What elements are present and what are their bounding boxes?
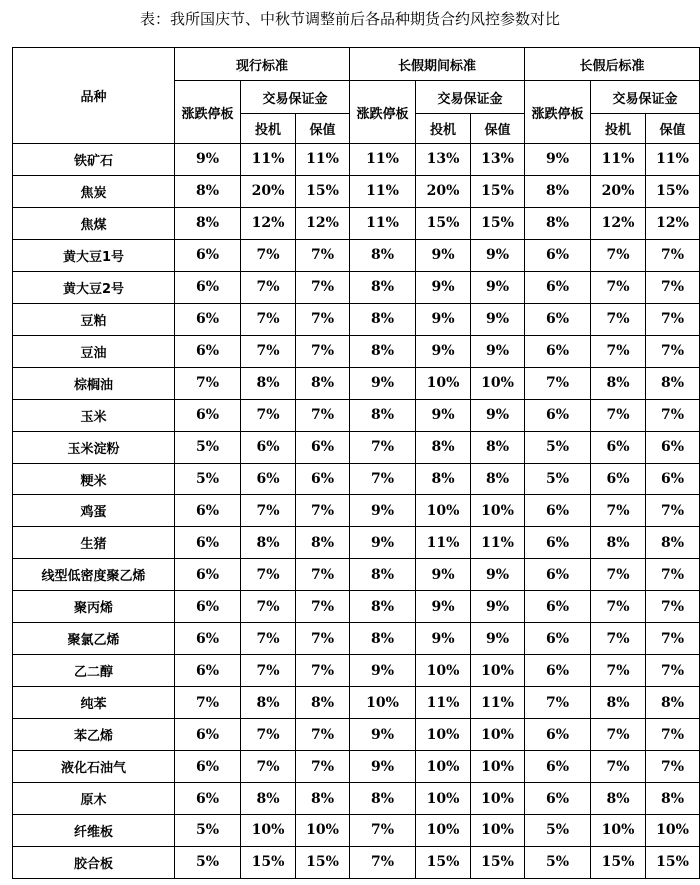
value-cell: 6% (525, 591, 591, 623)
value-cell: 9% (175, 144, 241, 176)
table-row (13, 527, 700, 559)
value-cell: 10% (241, 815, 296, 847)
table-row (13, 591, 700, 623)
value-cell: 7% (241, 559, 296, 591)
value-cell: 7% (591, 655, 646, 687)
value-cell: 7% (646, 239, 700, 271)
value-cell: 6% (175, 559, 241, 591)
value-cell: 11% (416, 527, 471, 559)
value-cell: 6% (525, 399, 591, 431)
value-cell: 6% (175, 495, 241, 527)
value-cell: 7% (175, 367, 241, 399)
value-cell: 6% (175, 623, 241, 655)
table-row (13, 623, 700, 655)
value-cell: 12% (646, 207, 700, 239)
value-cell: 6% (646, 431, 700, 463)
value-cell: 10% (416, 495, 471, 527)
header-limit-holiday: 涨跌停板 (350, 81, 416, 144)
variety-cell: 鸡蛋 (13, 495, 175, 527)
value-cell: 15% (471, 207, 525, 239)
variety-cell: 生猪 (13, 527, 175, 559)
table-row (13, 846, 700, 878)
variety-cell: 液化石油气 (13, 751, 175, 783)
value-cell: 7% (591, 335, 646, 367)
table-row (13, 144, 700, 176)
value-cell: 7% (646, 271, 700, 303)
value-cell: 6% (646, 463, 700, 495)
value-cell: 9% (525, 144, 591, 176)
value-cell: 20% (591, 175, 646, 207)
value-cell: 20% (416, 175, 471, 207)
value-cell: 7% (296, 335, 350, 367)
variety-cell: 黄大豆2号 (13, 271, 175, 303)
value-cell: 7% (296, 399, 350, 431)
value-cell: 15% (591, 846, 646, 878)
value-cell: 9% (471, 591, 525, 623)
value-cell: 11% (241, 144, 296, 176)
header-group-after: 长假后标准 (525, 48, 700, 81)
variety-cell: 苯乙烯 (13, 719, 175, 751)
table-row (13, 783, 700, 815)
table-row (13, 559, 700, 591)
value-cell: 7% (646, 623, 700, 655)
value-cell: 8% (646, 687, 700, 719)
value-cell: 7% (350, 463, 416, 495)
value-cell: 7% (525, 687, 591, 719)
value-cell: 7% (241, 495, 296, 527)
value-cell: 9% (416, 303, 471, 335)
value-cell: 13% (471, 144, 525, 176)
value-cell: 7% (591, 623, 646, 655)
value-cell: 9% (416, 591, 471, 623)
value-cell: 7% (591, 719, 646, 751)
value-cell: 6% (525, 239, 591, 271)
value-cell: 7% (296, 719, 350, 751)
value-cell: 9% (350, 367, 416, 399)
value-cell: 5% (525, 431, 591, 463)
value-cell: 7% (296, 271, 350, 303)
value-cell: 9% (471, 335, 525, 367)
value-cell: 15% (416, 207, 471, 239)
value-cell: 10% (471, 367, 525, 399)
table-row (13, 335, 700, 367)
value-cell: 7% (591, 303, 646, 335)
value-cell: 6% (525, 719, 591, 751)
header-hedge-holiday: 保值 (471, 114, 525, 144)
header-margin-after: 交易保证金 (591, 81, 700, 114)
value-cell: 8% (175, 175, 241, 207)
value-cell: 8% (296, 687, 350, 719)
variety-cell: 粳米 (13, 463, 175, 495)
table-title: 表：我所国庆节、中秋节调整前后各品种期货合约风控参数对比 (139, 10, 560, 28)
value-cell: 8% (416, 463, 471, 495)
value-cell: 6% (591, 431, 646, 463)
variety-cell: 豆粕 (13, 303, 175, 335)
value-cell: 6% (175, 271, 241, 303)
value-cell: 15% (646, 175, 700, 207)
value-cell: 9% (471, 303, 525, 335)
variety-cell: 聚氯乙烯 (13, 623, 175, 655)
value-cell: 7% (646, 751, 700, 783)
value-cell: 7% (241, 271, 296, 303)
variety-cell: 玉米 (13, 399, 175, 431)
value-cell: 9% (416, 623, 471, 655)
value-cell: 7% (350, 815, 416, 847)
variety-cell: 原木 (13, 783, 175, 815)
value-cell: 9% (471, 239, 525, 271)
value-cell: 11% (416, 687, 471, 719)
variety-cell: 棕榈油 (13, 367, 175, 399)
value-cell: 6% (175, 303, 241, 335)
value-cell: 6% (175, 399, 241, 431)
value-cell: 10% (471, 751, 525, 783)
table-row (13, 367, 700, 399)
value-cell: 7% (646, 303, 700, 335)
value-cell: 10% (296, 815, 350, 847)
value-cell: 15% (296, 846, 350, 878)
table-row (13, 175, 700, 207)
value-cell: 7% (296, 591, 350, 623)
value-cell: 8% (296, 367, 350, 399)
variety-cell: 黄大豆1号 (13, 239, 175, 271)
table-row (13, 815, 700, 847)
value-cell: 7% (241, 719, 296, 751)
value-cell: 10% (471, 815, 525, 847)
value-cell: 8% (350, 783, 416, 815)
variety-cell: 纯苯 (13, 687, 175, 719)
value-cell: 15% (471, 846, 525, 878)
value-cell: 6% (525, 559, 591, 591)
value-cell: 8% (416, 431, 471, 463)
value-cell: 7% (525, 367, 591, 399)
header-margin-current: 交易保证金 (241, 81, 350, 114)
table-row (13, 495, 700, 527)
value-cell: 11% (646, 144, 700, 176)
value-cell: 10% (646, 815, 700, 847)
value-cell: 6% (525, 495, 591, 527)
value-cell: 7% (241, 623, 296, 655)
table-row (13, 431, 700, 463)
value-cell: 7% (591, 271, 646, 303)
value-cell: 8% (350, 623, 416, 655)
value-cell: 8% (591, 687, 646, 719)
variety-cell: 焦炭 (13, 175, 175, 207)
value-cell: 8% (350, 559, 416, 591)
variety-cell: 豆油 (13, 335, 175, 367)
value-cell: 11% (296, 144, 350, 176)
value-cell: 15% (471, 175, 525, 207)
table-row (13, 751, 700, 783)
value-cell: 15% (646, 846, 700, 878)
value-cell: 7% (175, 687, 241, 719)
table-row (13, 303, 700, 335)
value-cell: 6% (591, 463, 646, 495)
value-cell: 6% (525, 527, 591, 559)
value-cell: 7% (296, 495, 350, 527)
value-cell: 7% (591, 751, 646, 783)
header-hedge-current: 保值 (296, 114, 350, 144)
value-cell: 7% (296, 303, 350, 335)
value-cell: 5% (175, 815, 241, 847)
value-cell: 8% (525, 175, 591, 207)
value-cell: 7% (646, 495, 700, 527)
table-row (13, 399, 700, 431)
header-row-groups (13, 48, 700, 81)
value-cell: 10% (471, 783, 525, 815)
value-cell: 7% (591, 399, 646, 431)
value-cell: 7% (646, 591, 700, 623)
value-cell: 8% (241, 687, 296, 719)
value-cell: 7% (241, 335, 296, 367)
value-cell: 7% (646, 399, 700, 431)
value-cell: 15% (241, 846, 296, 878)
value-cell: 7% (241, 655, 296, 687)
header-limit-current: 涨跌停板 (175, 81, 241, 144)
table-body (13, 144, 700, 879)
value-cell: 9% (416, 335, 471, 367)
value-cell: 10% (416, 719, 471, 751)
variety-cell: 胶合板 (13, 846, 175, 878)
value-cell: 8% (350, 591, 416, 623)
value-cell: 6% (175, 239, 241, 271)
value-cell: 6% (175, 335, 241, 367)
variety-cell: 聚丙烯 (13, 591, 175, 623)
risk-params-table (12, 47, 700, 879)
value-cell: 6% (525, 783, 591, 815)
value-cell: 8% (350, 239, 416, 271)
value-cell: 7% (241, 751, 296, 783)
value-cell: 11% (350, 144, 416, 176)
value-cell: 10% (471, 655, 525, 687)
value-cell: 5% (175, 431, 241, 463)
value-cell: 6% (525, 303, 591, 335)
value-cell: 8% (241, 527, 296, 559)
value-cell: 5% (525, 815, 591, 847)
value-cell: 10% (471, 495, 525, 527)
value-cell: 7% (646, 559, 700, 591)
header-group-holiday: 长假期间标准 (350, 48, 525, 81)
value-cell: 6% (296, 463, 350, 495)
value-cell: 5% (525, 846, 591, 878)
value-cell: 11% (471, 527, 525, 559)
value-cell: 7% (241, 399, 296, 431)
value-cell: 8% (525, 207, 591, 239)
value-cell: 6% (175, 591, 241, 623)
value-cell: 11% (471, 687, 525, 719)
value-cell: 9% (416, 559, 471, 591)
value-cell: 7% (296, 623, 350, 655)
header-variety: 品种 (13, 48, 175, 144)
value-cell: 9% (416, 271, 471, 303)
value-cell: 6% (175, 655, 241, 687)
table-row (13, 239, 700, 271)
header-hedge-after: 保值 (646, 114, 700, 144)
value-cell: 20% (241, 175, 296, 207)
value-cell: 7% (350, 846, 416, 878)
value-cell: 10% (416, 655, 471, 687)
value-cell: 8% (350, 303, 416, 335)
header-limit-after: 涨跌停板 (525, 81, 591, 144)
variety-cell: 铁矿石 (13, 144, 175, 176)
value-cell: 7% (591, 239, 646, 271)
header-spec-holiday: 投机 (416, 114, 471, 144)
value-cell: 10% (416, 367, 471, 399)
value-cell: 8% (241, 783, 296, 815)
value-cell: 13% (416, 144, 471, 176)
value-cell: 6% (175, 527, 241, 559)
value-cell: 6% (525, 623, 591, 655)
value-cell: 7% (241, 591, 296, 623)
header-spec-current: 投机 (241, 114, 296, 144)
value-cell: 9% (350, 751, 416, 783)
value-cell: 12% (591, 207, 646, 239)
value-cell: 7% (646, 335, 700, 367)
variety-cell: 焦煤 (13, 207, 175, 239)
value-cell: 7% (646, 655, 700, 687)
value-cell: 5% (175, 463, 241, 495)
value-cell: 10% (471, 719, 525, 751)
value-cell: 6% (525, 751, 591, 783)
value-cell: 9% (416, 239, 471, 271)
value-cell: 8% (471, 463, 525, 495)
value-cell: 9% (471, 271, 525, 303)
value-cell: 7% (646, 719, 700, 751)
value-cell: 7% (591, 495, 646, 527)
value-cell: 10% (416, 783, 471, 815)
value-cell: 7% (296, 239, 350, 271)
value-cell: 6% (175, 783, 241, 815)
variety-cell: 乙二醇 (13, 655, 175, 687)
value-cell: 9% (350, 719, 416, 751)
value-cell: 8% (241, 367, 296, 399)
value-cell: 12% (296, 207, 350, 239)
value-cell: 9% (416, 399, 471, 431)
table-row (13, 719, 700, 751)
value-cell: 6% (525, 271, 591, 303)
value-cell: 7% (241, 239, 296, 271)
value-cell: 7% (591, 559, 646, 591)
value-cell: 7% (241, 303, 296, 335)
table-row (13, 655, 700, 687)
value-cell: 9% (471, 623, 525, 655)
value-cell: 8% (591, 783, 646, 815)
value-cell: 5% (525, 463, 591, 495)
value-cell: 10% (591, 815, 646, 847)
value-cell: 11% (350, 207, 416, 239)
value-cell: 7% (296, 655, 350, 687)
variety-cell: 线型低密度聚乙烯 (13, 559, 175, 591)
header-group-current: 现行标准 (175, 48, 350, 81)
value-cell: 7% (350, 431, 416, 463)
variety-cell: 玉米淀粉 (13, 431, 175, 463)
value-cell: 6% (241, 431, 296, 463)
value-cell: 15% (416, 846, 471, 878)
value-cell: 8% (591, 527, 646, 559)
value-cell: 8% (350, 271, 416, 303)
value-cell: 12% (241, 207, 296, 239)
value-cell: 6% (525, 335, 591, 367)
value-cell: 6% (175, 719, 241, 751)
table-row (13, 463, 700, 495)
value-cell: 9% (350, 655, 416, 687)
header-margin-holiday: 交易保证金 (416, 81, 525, 114)
value-cell: 11% (350, 175, 416, 207)
value-cell: 8% (350, 335, 416, 367)
table-row (13, 207, 700, 239)
variety-cell: 纤维板 (13, 815, 175, 847)
value-cell: 7% (591, 591, 646, 623)
value-cell: 8% (471, 431, 525, 463)
value-cell: 9% (471, 559, 525, 591)
value-cell: 7% (296, 751, 350, 783)
value-cell: 10% (416, 815, 471, 847)
value-cell: 8% (646, 783, 700, 815)
value-cell: 6% (525, 655, 591, 687)
value-cell: 10% (350, 687, 416, 719)
value-cell: 7% (296, 559, 350, 591)
value-cell: 8% (296, 783, 350, 815)
value-cell: 8% (175, 207, 241, 239)
value-cell: 9% (350, 527, 416, 559)
value-cell: 10% (416, 751, 471, 783)
value-cell: 8% (646, 367, 700, 399)
value-cell: 8% (591, 367, 646, 399)
value-cell: 9% (350, 495, 416, 527)
value-cell: 15% (296, 175, 350, 207)
value-cell: 8% (296, 527, 350, 559)
value-cell: 6% (296, 431, 350, 463)
header-spec-after: 投机 (591, 114, 646, 144)
table-row (13, 687, 700, 719)
value-cell: 6% (241, 463, 296, 495)
value-cell: 5% (175, 846, 241, 878)
table-row (13, 271, 700, 303)
value-cell: 9% (471, 399, 525, 431)
value-cell: 8% (350, 399, 416, 431)
value-cell: 8% (646, 527, 700, 559)
value-cell: 6% (175, 751, 241, 783)
value-cell: 11% (591, 144, 646, 176)
